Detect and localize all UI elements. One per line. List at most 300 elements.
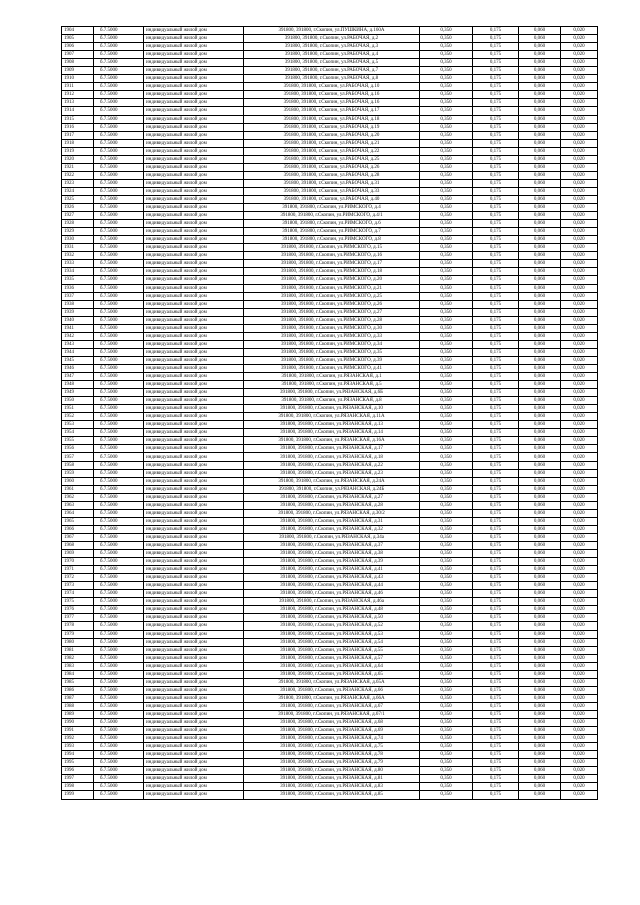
object-type-cell: индивидуальный жилой дом bbox=[144, 550, 244, 558]
code-cell: б.7.5000 bbox=[94, 27, 144, 35]
value4-cell: 0,020 bbox=[561, 356, 598, 364]
value4-cell: 0,020 bbox=[561, 574, 598, 582]
code-cell: б.7.5000 bbox=[94, 43, 144, 51]
table-row bbox=[62, 131, 598, 139]
value3-cell: 0,060 bbox=[519, 43, 561, 51]
row-number-cell: 1982 bbox=[62, 654, 94, 662]
value2-cell: 0,175 bbox=[473, 710, 519, 718]
object-type-cell: индивидуальный жилой дом bbox=[144, 501, 244, 509]
address-cell: 391800, 391800, г.Скопин, ул.РАБОЧАЯ, д.19 bbox=[244, 123, 420, 131]
code-cell: б.7.5000 bbox=[94, 759, 144, 767]
value3-cell: 0,060 bbox=[519, 187, 561, 195]
value3-cell: 0,060 bbox=[519, 791, 561, 799]
value1-cell: 0,350 bbox=[420, 590, 473, 598]
code-cell: б.7.5000 bbox=[94, 308, 144, 316]
value4-cell: 0,020 bbox=[561, 373, 598, 381]
value2-cell: 0,175 bbox=[473, 461, 519, 469]
value3-cell: 0,060 bbox=[519, 743, 561, 751]
table-row bbox=[62, 719, 598, 727]
value3-cell: 0,060 bbox=[519, 171, 561, 179]
value2-cell: 0,175 bbox=[473, 195, 519, 203]
value2-cell: 0,175 bbox=[473, 59, 519, 67]
value2-cell: 0,175 bbox=[473, 606, 519, 614]
address-cell: 391800, 391800, г.Скопин, ул.РЯЗАНСКАЯ, д.22 bbox=[244, 461, 420, 469]
address-cell: 391800, 391800, г.Скопин, ул.РЯЗАНСКАЯ, д.13 bbox=[244, 421, 420, 429]
address-cell: 391800, 391800, г.Скопин, ул.РАБОЧАЯ, д.3 bbox=[244, 43, 420, 51]
table-row bbox=[62, 123, 598, 131]
value2-cell: 0,175 bbox=[473, 83, 519, 91]
code-cell: б.7.5000 bbox=[94, 501, 144, 509]
value3-cell: 0,060 bbox=[519, 477, 561, 485]
address-cell: 391800, 391800, г.Скопин, ул.РАБОЧАЯ, д.28 bbox=[244, 171, 420, 179]
code-cell: б.7.5000 bbox=[94, 324, 144, 332]
row-number-cell: 1920 bbox=[62, 155, 94, 163]
table-row bbox=[62, 501, 598, 509]
row-number-cell: 1935 bbox=[62, 276, 94, 284]
code-cell: б.7.5000 bbox=[94, 694, 144, 702]
value4-cell: 0,020 bbox=[561, 759, 598, 767]
value2-cell: 0,175 bbox=[473, 123, 519, 131]
value1-cell: 0,350 bbox=[420, 558, 473, 566]
row-number-cell: 1912 bbox=[62, 91, 94, 99]
value2-cell: 0,175 bbox=[473, 445, 519, 453]
value1-cell: 0,350 bbox=[420, 51, 473, 59]
value1-cell: 0,350 bbox=[420, 99, 473, 107]
address-cell: 391800, 391800, г.Скопин, ул.РЯЗАНСКАЯ, д.27 bbox=[244, 493, 420, 501]
object-type-cell: индивидуальный жилой дом bbox=[144, 236, 244, 244]
value4-cell: 0,020 bbox=[561, 630, 598, 638]
value4-cell: 0,020 bbox=[561, 501, 598, 509]
address-cell: 391800, 391800, г.Скопин, ул.РЯЗАНСКАЯ, д.53 bbox=[244, 630, 420, 638]
table-row bbox=[62, 228, 598, 236]
object-type-cell: индивидуальный жилой дом bbox=[144, 590, 244, 598]
table-row bbox=[62, 710, 598, 718]
object-type-cell: индивидуальный жилой дом bbox=[144, 566, 244, 574]
table-row bbox=[62, 99, 598, 107]
object-type-cell: индивидуальный жилой дом bbox=[144, 598, 244, 606]
value1-cell: 0,350 bbox=[420, 614, 473, 622]
address-cell: 391800, 391800, г.Скопин, ул.РЯЗАНСКАЯ, д.18 bbox=[244, 453, 420, 461]
table-row bbox=[62, 59, 598, 67]
value4-cell: 0,020 bbox=[561, 220, 598, 228]
table-row bbox=[62, 204, 598, 212]
code-cell: б.7.5000 bbox=[94, 332, 144, 340]
code-cell: б.7.5000 bbox=[94, 236, 144, 244]
value2-cell: 0,175 bbox=[473, 501, 519, 509]
value1-cell: 0,350 bbox=[420, 710, 473, 718]
value1-cell: 0,350 bbox=[420, 775, 473, 783]
table-row bbox=[62, 244, 598, 252]
value1-cell: 0,350 bbox=[420, 292, 473, 300]
value1-cell: 0,350 bbox=[420, 421, 473, 429]
table-row bbox=[62, 590, 598, 598]
table-row bbox=[62, 381, 598, 389]
code-cell: б.7.5000 bbox=[94, 630, 144, 638]
address-cell: 391800, 391800, г.Скопин, ул.ПУШКИНА, д.160А bbox=[244, 27, 420, 35]
value2-cell: 0,175 bbox=[473, 533, 519, 541]
table-row bbox=[62, 686, 598, 694]
value2-cell: 0,175 bbox=[473, 783, 519, 791]
code-cell: б.7.5000 bbox=[94, 204, 144, 212]
table-row bbox=[62, 340, 598, 348]
code-cell: б.7.5000 bbox=[94, 348, 144, 356]
object-type-cell: индивидуальный жилой дом bbox=[144, 389, 244, 397]
value4-cell: 0,020 bbox=[561, 59, 598, 67]
value3-cell: 0,060 bbox=[519, 590, 561, 598]
table-row bbox=[62, 453, 598, 461]
row-number-cell: 1962 bbox=[62, 493, 94, 501]
address-cell: 391800, 391800, г.Скопин, ул.РЯЗАНСКАЯ, д.85 bbox=[244, 791, 420, 799]
address-cell: 391800, 391800, г.Скопин, ул.РИМСКОГО, д.41 bbox=[244, 364, 420, 372]
value4-cell: 0,020 bbox=[561, 123, 598, 131]
value2-cell: 0,175 bbox=[473, 212, 519, 220]
value3-cell: 0,060 bbox=[519, 767, 561, 775]
object-type-cell: индивидуальный жилой дом bbox=[144, 461, 244, 469]
value3-cell: 0,060 bbox=[519, 525, 561, 533]
address-cell: 391800, 391800, г.Скопин, ул.РЯЗАНСКАЯ, д.79 bbox=[244, 759, 420, 767]
object-type-cell: индивидуальный жилой дом bbox=[144, 356, 244, 364]
object-type-cell: индивидуальный жилой дом bbox=[144, 91, 244, 99]
code-cell: б.7.5000 bbox=[94, 542, 144, 550]
value3-cell: 0,060 bbox=[519, 566, 561, 574]
value4-cell: 0,020 bbox=[561, 284, 598, 292]
row-number-cell: 1917 bbox=[62, 131, 94, 139]
value2-cell: 0,175 bbox=[473, 654, 519, 662]
value1-cell: 0,350 bbox=[420, 300, 473, 308]
value1-cell: 0,350 bbox=[420, 308, 473, 316]
value3-cell: 0,060 bbox=[519, 348, 561, 356]
object-type-cell: индивидуальный жилой дом bbox=[144, 485, 244, 493]
value1-cell: 0,350 bbox=[420, 445, 473, 453]
object-type-cell: индивидуальный жилой дом bbox=[144, 574, 244, 582]
table-row bbox=[62, 43, 598, 51]
object-type-cell: индивидуальный жилой дом bbox=[144, 630, 244, 638]
code-cell: б.7.5000 bbox=[94, 316, 144, 324]
row-number-cell: 1934 bbox=[62, 268, 94, 276]
table-row bbox=[62, 139, 598, 147]
row-number-cell: 1926 bbox=[62, 204, 94, 212]
table-row bbox=[62, 91, 598, 99]
code-cell: б.7.5000 bbox=[94, 276, 144, 284]
value1-cell: 0,350 bbox=[420, 582, 473, 590]
value3-cell: 0,060 bbox=[519, 75, 561, 83]
value4-cell: 0,020 bbox=[561, 735, 598, 743]
address-cell: 391800, 391800, г.Скопин, ул.РЯЗАНСКАЯ, д.30/2 bbox=[244, 509, 420, 517]
code-cell: б.7.5000 bbox=[94, 179, 144, 187]
value3-cell: 0,060 bbox=[519, 139, 561, 147]
object-type-cell: индивидуальный жилой дом bbox=[144, 268, 244, 276]
value1-cell: 0,350 bbox=[420, 83, 473, 91]
address-cell: 391800, 391800, г.Скопин, ул.РЯЗАНСКАЯ, д.65 bbox=[244, 670, 420, 678]
value4-cell: 0,020 bbox=[561, 638, 598, 646]
row-number-cell: 1986 bbox=[62, 686, 94, 694]
code-cell: б.7.5000 bbox=[94, 719, 144, 727]
address-cell: 391800, 391800, г.Скопин, ул.РЯЗАНСКАЯ, д.78 bbox=[244, 751, 420, 759]
value3-cell: 0,060 bbox=[519, 107, 561, 115]
value1-cell: 0,350 bbox=[420, 791, 473, 799]
value4-cell: 0,020 bbox=[561, 702, 598, 710]
object-type-cell: индивидуальный жилой дом bbox=[144, 171, 244, 179]
code-cell: б.7.5000 bbox=[94, 493, 144, 501]
value1-cell: 0,350 bbox=[420, 678, 473, 686]
object-type-cell: индивидуальный жилой дом bbox=[144, 558, 244, 566]
row-number-cell: 1907 bbox=[62, 51, 94, 59]
value2-cell: 0,175 bbox=[473, 525, 519, 533]
value1-cell: 0,350 bbox=[420, 139, 473, 147]
value2-cell: 0,175 bbox=[473, 509, 519, 517]
row-number-cell: 1985 bbox=[62, 678, 94, 686]
table-row bbox=[62, 566, 598, 574]
value4-cell: 0,020 bbox=[561, 791, 598, 799]
code-cell: б.7.5000 bbox=[94, 260, 144, 268]
value1-cell: 0,350 bbox=[420, 147, 473, 155]
code-cell: б.7.5000 bbox=[94, 51, 144, 59]
table-row bbox=[62, 469, 598, 477]
value3-cell: 0,060 bbox=[519, 622, 561, 630]
value4-cell: 0,020 bbox=[561, 187, 598, 195]
object-type-cell: индивидуальный жилой дом bbox=[144, 373, 244, 381]
object-type-cell: индивидуальный жилой дом bbox=[144, 453, 244, 461]
table-row bbox=[62, 260, 598, 268]
code-cell: б.7.5000 bbox=[94, 453, 144, 461]
code-cell: б.7.5000 bbox=[94, 525, 144, 533]
row-number-cell: 1904 bbox=[62, 27, 94, 35]
value2-cell: 0,175 bbox=[473, 244, 519, 252]
value3-cell: 0,060 bbox=[519, 429, 561, 437]
value2-cell: 0,175 bbox=[473, 220, 519, 228]
value4-cell: 0,020 bbox=[561, 147, 598, 155]
table-row bbox=[62, 622, 598, 630]
address-cell: 391800, 391800, г.Скопин, ул.РАБОЧАЯ, д.18 bbox=[244, 115, 420, 123]
row-number-cell: 1989 bbox=[62, 710, 94, 718]
code-cell: б.7.5000 bbox=[94, 582, 144, 590]
value2-cell: 0,175 bbox=[473, 27, 519, 35]
object-type-cell: индивидуальный жилой дом bbox=[144, 59, 244, 67]
address-cell: 391800, 391800, г.Скопин, ул.РЯЗАНСКАЯ, д.48 bbox=[244, 606, 420, 614]
address-cell: 391800, 391800, г.Скопин, ул.РАБОЧАЯ, д.8 bbox=[244, 75, 420, 83]
address-cell: 391800, 391800, г.Скопин, ул.РИМСКОГО, д.21 bbox=[244, 284, 420, 292]
value4-cell: 0,020 bbox=[561, 308, 598, 316]
address-cell: 391800, 391800, г.Скопин, ул.РЯЗАНСКАЯ, д.74 bbox=[244, 735, 420, 743]
value2-cell: 0,175 bbox=[473, 638, 519, 646]
value3-cell: 0,060 bbox=[519, 220, 561, 228]
row-number-cell: 1929 bbox=[62, 228, 94, 236]
value4-cell: 0,020 bbox=[561, 228, 598, 236]
code-cell: б.7.5000 bbox=[94, 99, 144, 107]
value3-cell: 0,060 bbox=[519, 646, 561, 654]
value2-cell: 0,175 bbox=[473, 268, 519, 276]
address-cell: 391800, 391800, г.Скопин, ул.РИМСКОГО, д.17 bbox=[244, 260, 420, 268]
object-type-cell: индивидуальный жилой дом bbox=[144, 533, 244, 541]
table-row bbox=[62, 220, 598, 228]
row-number-cell: 1994 bbox=[62, 751, 94, 759]
object-type-cell: индивидуальный жилой дом bbox=[144, 509, 244, 517]
row-number-cell: 1987 bbox=[62, 694, 94, 702]
value2-cell: 0,175 bbox=[473, 686, 519, 694]
value4-cell: 0,020 bbox=[561, 67, 598, 75]
code-cell: б.7.5000 bbox=[94, 429, 144, 437]
value4-cell: 0,020 bbox=[561, 244, 598, 252]
row-number-cell: 1981 bbox=[62, 646, 94, 654]
address-cell: 391800, 391800, г.Скопин, ул.РАБОЧАЯ, д.4 bbox=[244, 51, 420, 59]
value4-cell: 0,020 bbox=[561, 91, 598, 99]
row-number-cell: 1999 bbox=[62, 791, 94, 799]
value2-cell: 0,175 bbox=[473, 405, 519, 413]
row-number-cell: 1924 bbox=[62, 187, 94, 195]
address-cell: 391800, 391800, г.Скопин, ул.РЯЗАНСКАЯ, д.41 bbox=[244, 566, 420, 574]
code-cell: б.7.5000 bbox=[94, 171, 144, 179]
value4-cell: 0,020 bbox=[561, 389, 598, 397]
address-cell: 391800, 391800, г.Скопин, ул.РИМСКОГО, д.26 bbox=[244, 300, 420, 308]
object-type-cell: индивидуальный жилой дом bbox=[144, 220, 244, 228]
value2-cell: 0,175 bbox=[473, 364, 519, 372]
row-number-cell: 1933 bbox=[62, 260, 94, 268]
code-cell: б.7.5000 bbox=[94, 517, 144, 525]
code-cell: б.7.5000 bbox=[94, 107, 144, 115]
object-type-cell: индивидуальный жилой дом bbox=[144, 702, 244, 710]
code-cell: б.7.5000 bbox=[94, 373, 144, 381]
object-type-cell: индивидуальный жилой дом bbox=[144, 445, 244, 453]
value3-cell: 0,060 bbox=[519, 542, 561, 550]
value2-cell: 0,175 bbox=[473, 590, 519, 598]
value3-cell: 0,060 bbox=[519, 268, 561, 276]
row-number-cell: 1941 bbox=[62, 324, 94, 332]
value2-cell: 0,175 bbox=[473, 131, 519, 139]
value4-cell: 0,020 bbox=[561, 397, 598, 405]
value3-cell: 0,060 bbox=[519, 340, 561, 348]
value2-cell: 0,175 bbox=[473, 115, 519, 123]
object-type-cell: индивидуальный жилой дом bbox=[144, 99, 244, 107]
address-cell: 391800, 391800, г.Скопин, ул.РЯЗАНСКАЯ, д.57 bbox=[244, 654, 420, 662]
value2-cell: 0,175 bbox=[473, 171, 519, 179]
value2-cell: 0,175 bbox=[473, 719, 519, 727]
value3-cell: 0,060 bbox=[519, 35, 561, 43]
object-type-cell: индивидуальный жилой дом bbox=[144, 646, 244, 654]
value2-cell: 0,175 bbox=[473, 43, 519, 51]
object-type-cell: индивидуальный жилой дом bbox=[144, 163, 244, 171]
table-row bbox=[62, 364, 598, 372]
code-cell: б.7.5000 bbox=[94, 461, 144, 469]
table-row bbox=[62, 461, 598, 469]
value2-cell: 0,175 bbox=[473, 469, 519, 477]
value1-cell: 0,350 bbox=[420, 228, 473, 236]
code-cell: б.7.5000 bbox=[94, 228, 144, 236]
object-type-cell: индивидуальный жилой дом bbox=[144, 308, 244, 316]
value1-cell: 0,350 bbox=[420, 542, 473, 550]
value2-cell: 0,175 bbox=[473, 147, 519, 155]
value2-cell: 0,175 bbox=[473, 429, 519, 437]
value4-cell: 0,020 bbox=[561, 590, 598, 598]
table-row bbox=[62, 694, 598, 702]
object-type-cell: индивидуальный жилой дом bbox=[144, 783, 244, 791]
value1-cell: 0,350 bbox=[420, 364, 473, 372]
code-cell: б.7.5000 bbox=[94, 735, 144, 743]
value4-cell: 0,020 bbox=[561, 324, 598, 332]
address-cell: 391800, 391800, г.Скопин, ул.РИМСКОГО, д.8 bbox=[244, 236, 420, 244]
row-number-cell: 1921 bbox=[62, 163, 94, 171]
table-row bbox=[62, 252, 598, 260]
code-cell: б.7.5000 bbox=[94, 662, 144, 670]
code-cell: б.7.5000 bbox=[94, 622, 144, 630]
address-cell: 391800, 391800, г.Скопин, ул.РЯЗАНСКАЯ, д.46 bbox=[244, 590, 420, 598]
value4-cell: 0,020 bbox=[561, 115, 598, 123]
value4-cell: 0,020 bbox=[561, 598, 598, 606]
value3-cell: 0,060 bbox=[519, 236, 561, 244]
value1-cell: 0,350 bbox=[420, 179, 473, 187]
value3-cell: 0,060 bbox=[519, 678, 561, 686]
table-row bbox=[62, 316, 598, 324]
value3-cell: 0,060 bbox=[519, 550, 561, 558]
value3-cell: 0,060 bbox=[519, 212, 561, 220]
value1-cell: 0,350 bbox=[420, 525, 473, 533]
value2-cell: 0,175 bbox=[473, 276, 519, 284]
value1-cell: 0,350 bbox=[420, 187, 473, 195]
row-number-cell: 1996 bbox=[62, 767, 94, 775]
value3-cell: 0,060 bbox=[519, 292, 561, 300]
value4-cell: 0,020 bbox=[561, 51, 598, 59]
code-cell: б.7.5000 bbox=[94, 364, 144, 372]
data-table bbox=[61, 26, 598, 800]
value2-cell: 0,175 bbox=[473, 397, 519, 405]
value3-cell: 0,060 bbox=[519, 155, 561, 163]
value1-cell: 0,350 bbox=[420, 107, 473, 115]
code-cell: б.7.5000 bbox=[94, 767, 144, 775]
value1-cell: 0,350 bbox=[420, 389, 473, 397]
table-row bbox=[62, 751, 598, 759]
table-row bbox=[62, 550, 598, 558]
object-type-cell: индивидуальный жилой дом bbox=[144, 751, 244, 759]
value3-cell: 0,060 bbox=[519, 244, 561, 252]
table-row bbox=[62, 155, 598, 163]
row-number-cell: 1906 bbox=[62, 43, 94, 51]
value3-cell: 0,060 bbox=[519, 115, 561, 123]
value4-cell: 0,020 bbox=[561, 582, 598, 590]
table-row bbox=[62, 525, 598, 533]
value1-cell: 0,350 bbox=[420, 485, 473, 493]
value3-cell: 0,060 bbox=[519, 131, 561, 139]
code-cell: б.7.5000 bbox=[94, 638, 144, 646]
object-type-cell: индивидуальный жилой дом bbox=[144, 670, 244, 678]
row-number-cell: 1993 bbox=[62, 743, 94, 751]
table-row bbox=[62, 268, 598, 276]
object-type-cell: индивидуальный жилой дом bbox=[144, 694, 244, 702]
value1-cell: 0,350 bbox=[420, 212, 473, 220]
code-cell: б.7.5000 bbox=[94, 791, 144, 799]
value1-cell: 0,350 bbox=[420, 719, 473, 727]
object-type-cell: индивидуальный жилой дом bbox=[144, 429, 244, 437]
address-cell: 391800, 391800, г.Скопин, ул.РАБОЧАЯ, д.10 bbox=[244, 83, 420, 91]
row-number-cell: 1964 bbox=[62, 509, 94, 517]
object-type-cell: индивидуальный жилой дом bbox=[144, 51, 244, 59]
address-cell: 391800, 391800, г.Скопин, ул.РИМСКОГО, д.30 bbox=[244, 324, 420, 332]
address-cell: 391800, 391800, г.Скопин, ул.РЯЗАНСКАЯ, д.24А bbox=[244, 477, 420, 485]
value2-cell: 0,175 bbox=[473, 373, 519, 381]
value3-cell: 0,060 bbox=[519, 702, 561, 710]
value3-cell: 0,060 bbox=[519, 324, 561, 332]
code-cell: б.7.5000 bbox=[94, 163, 144, 171]
table-row bbox=[62, 195, 598, 203]
value2-cell: 0,175 bbox=[473, 453, 519, 461]
row-number-cell: 1970 bbox=[62, 558, 94, 566]
address-cell: 391800, 391800, г.Скопин, ул.РЯЗАНСКАЯ, д.38 bbox=[244, 550, 420, 558]
object-type-cell: индивидуальный жилой дом bbox=[144, 340, 244, 348]
row-number-cell: 1909 bbox=[62, 67, 94, 75]
table-row bbox=[62, 662, 598, 670]
object-type-cell: индивидуальный жилой дом bbox=[144, 276, 244, 284]
row-number-cell: 1916 bbox=[62, 123, 94, 131]
value2-cell: 0,175 bbox=[473, 582, 519, 590]
address-cell: 391800, 391800, г.Скопин, ул.РЯЗАНСКАЯ, д.37 bbox=[244, 542, 420, 550]
